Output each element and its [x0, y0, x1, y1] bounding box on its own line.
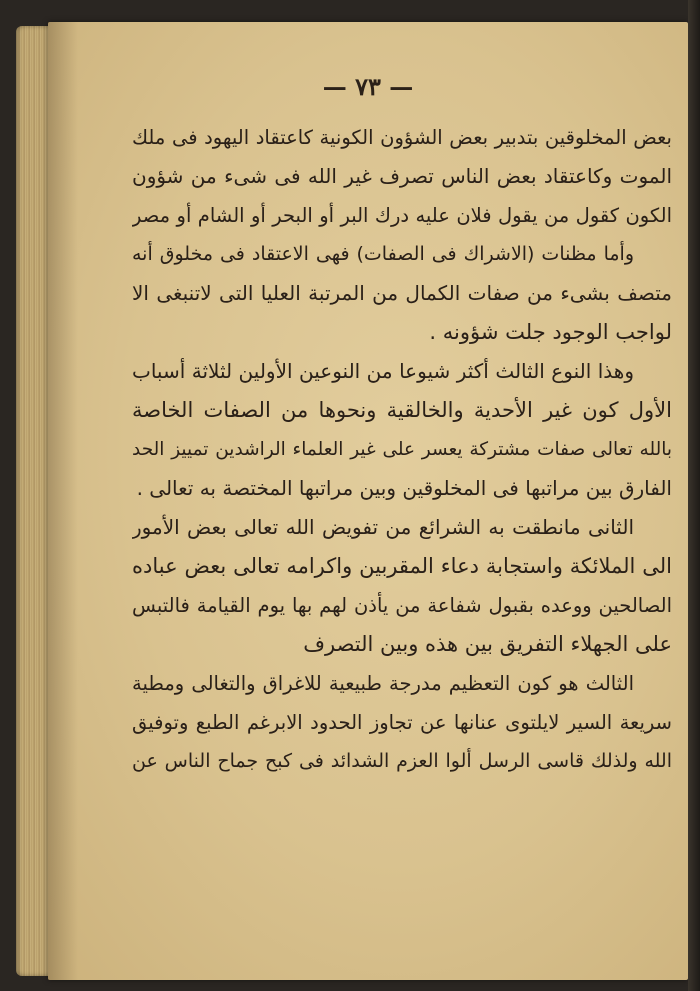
text-line: الفارق بين مراتبها فى المخلوقين وبين مراتبها المختصة به تعالى . — [136, 476, 672, 500]
page-number: — ٧٣ — — [322, 72, 414, 101]
text-line: على الجهلاء التفريق بين هذه وبين التصرف — [303, 632, 672, 656]
text-line: متصف بشىء من صفات الكمال من المرتبة العليا التى لاتنبغى الا — [132, 281, 672, 305]
text-line: سريعة السير لايلتوى عنانها عن تجاوز الحدود الابرغم الطبع وتوفيق — [132, 711, 672, 734]
text-line: الثانى مانطقت به الشرائع من تفويض الله تعالى بعض الأمور — [132, 515, 634, 539]
text-line: بالله تعالى صفات مشتركة يعسر على غير العلماء الراشدين تمييز الحد — [132, 439, 672, 460]
text-line: وأما مظنات (الاشراك فى الصفات) فهى الاعتقاد فى مخلوق أنه — [132, 243, 634, 265]
text-line: الكون كقول من يقول فلان عليه درك البر أو البحر أو الشام أو مصر — [132, 204, 672, 227]
text-line: الصالحين ووعده بقبول شفاعة من يأذن لهم بها يوم القيامة فالتبس — [132, 594, 672, 617]
background-edge — [688, 0, 700, 991]
text-line: وهذا النوع الثالث أكثر شيوعا من النوعين الأولين لثلاثة أسباب — [132, 359, 634, 383]
text-line: الثالث هو كون التعظيم مدرجة طبيعية للاغراق والتغالى ومطية — [132, 672, 634, 695]
book-page — [48, 22, 688, 980]
text-line: الموت وكاعتقاد بعض الناس تصرف غير الله فى شىء من شؤون — [132, 164, 672, 188]
text-line: لواجب الوجود جلت شؤونه . — [429, 320, 672, 344]
text-line: الله ولذلك قاسى الرسل ألوا العزم الشدائد فى كبح جماح الناس عن — [132, 750, 672, 772]
text-line: الى الملائكة واستجابة دعاء المقربين واكرامه تعالى بعض عباده — [132, 554, 672, 578]
body-text — [132, 118, 672, 781]
text-line: بعض المخلوقين بتدبير بعض الشؤون الكونية كاعتقاد اليهود فى ملك — [132, 126, 672, 149]
text-line: الأول كون غير الأحدية والخالقية ونحوها من الصفات الخاصة — [132, 398, 672, 422]
